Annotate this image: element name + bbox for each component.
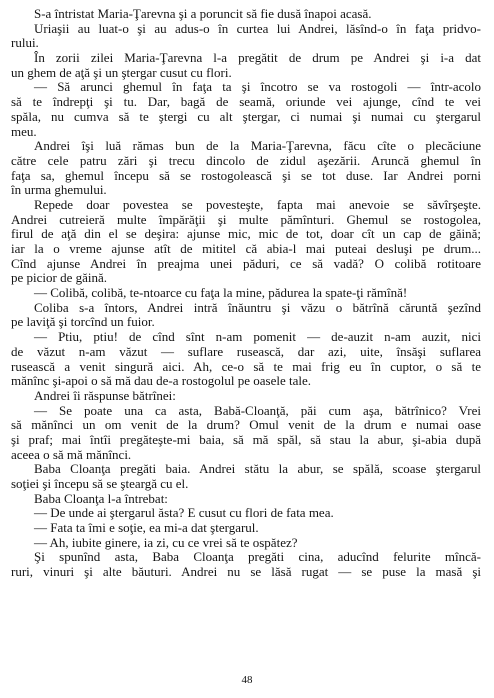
text-line: şi praf; mai întîi pregăteşte-mi baia, să mă spăl, să stau la abur, şi-abia după [11, 432, 481, 447]
text-line: Cînd ajunse Andrei în preajma unei păduri, ce să vadă? O colibă rotitoare [11, 256, 481, 271]
text-line: faţa sa, ghemul începu să se rostogolească şi se tot duse. Iar Andrei porni [11, 168, 481, 183]
text-line: spăla, nu cumva să te ştergi cu alt ştergar, ci numai şi numai cu ştergarul [11, 109, 481, 124]
text-line: ruri, vinuri şi alte băuturi. Andrei nu se lăsă rugat — se puse la masă şi [11, 565, 481, 580]
page-number: 48 [241, 674, 253, 686]
text-line: rusească a venit singură aici. Ah, ce-o să te mai frig eu în cuptor, o să te [11, 359, 481, 374]
text-line: Baba Cloanţa l-a întrebat: [34, 491, 168, 506]
text-line: soţiei şi începu să se şteargă cu el. [11, 477, 189, 491]
page-body-text [11, 7, 481, 580]
text-line: pe picior de găină. [11, 271, 108, 286]
text-line: Andrei îşi luă rămas bun de la Maria-Ţarevna, făcu cîte o plecăciune [34, 139, 481, 154]
text-line: rului. [11, 36, 39, 51]
text-line: firul de aţă din el se deşira: ajunse mic, mic de tot, doar cît un cap de găină; [11, 227, 481, 242]
text-line: Coliba s-a întors, Andrei intră înăuntru şi văzu o bătrînă căruntă şezînd [34, 300, 481, 315]
text-line: mănînc şi-apoi o să mă dau de-a rostogolul pe oasele tale. [11, 374, 311, 389]
text-line: meu. [11, 124, 37, 139]
text-line: Uriaşii au luat-o şi au adus-o în curtea lui Andrei, lăsînd-o în faţa pridvo- [34, 21, 481, 36]
text-line: Repede doar povestea se povesteşte, fapta mai anevoie se săvîrşeşte. [34, 197, 481, 212]
text-line: Baba Cloanţa pregăti baia. Andrei stătu la abur, se spălă, scoase ştergarul [34, 462, 481, 477]
text-line: să mănînci un om venit de la drum? Omul venit de la drum e numai oase [11, 418, 481, 433]
text-line: — De unde ai ştergarul ăsta? E cusut cu flori de fata mea. [34, 506, 334, 521]
text-line: — Să arunci ghemul în faţa ta şi încotro se va rostogoli — într-acolo [34, 80, 481, 95]
text-line: — Fata ta îmi e soţie, ea mi-a dat ştergarul. [34, 521, 259, 536]
text-line: — Se poate una ca asta, Babă-Cloanţă, păi cum aşa, bătrînico? Vrei [34, 403, 481, 418]
text-line: aceea o să mă mănînci. [11, 447, 132, 462]
text-line: — Colibă, colibă, te-ntoarce cu faţa la mine, pădurea la spate-ţi rămînă! [34, 286, 408, 301]
text-line: să te îndrepţi şi tu. Dar, bagă de seamă, oriunde vei ajunge, cînd te vei [11, 95, 481, 110]
text-line: — Ah, iubite ginere, ia zi, cu ce vrei să te ospătez? [34, 535, 298, 550]
text-line: pe laviţă şi torcînd un fuior. [11, 315, 155, 330]
text-line: de văzut n-am văzut — suflare rusească, dar azi, uite, însăşi suflarea [11, 344, 481, 359]
text-line: S-a întristat Maria-Ţarevna şi a poruncit să fie dusă înapoi acasă. [34, 7, 372, 21]
text-line: un ghem de aţă şi un ştergar cusut cu flori. [11, 65, 232, 80]
text-line: iar la o vreme ajunse atît de mititel că abia-l mai puteai desluşi pe drum... [11, 242, 481, 256]
text-line: către cele patru zări şi trecu dincolo de zidul aşezării. Aruncă ghemul în [11, 153, 481, 168]
text-line: Andrei îi răspunse bătrînei: [34, 388, 176, 403]
text-line: Şi spunînd asta, Baba Cloanţa pregăti cina, aducînd felurite mîncă- [34, 550, 481, 565]
text-line: Andrei cutreieră multe împărăţii şi multe pămînturi. Ghemul se rostogolea, [11, 212, 481, 227]
text-line: — Ptiu, ptiu! de cînd sînt n-am pomenit — de-auzit n-am auzit, nici [34, 330, 481, 345]
text-line: În zorii zilei Maria-Ţarevna l-a pregătit de drum pe Andrei şi i-a dat [34, 51, 481, 66]
text-line: în urma ghemului. [11, 183, 107, 198]
